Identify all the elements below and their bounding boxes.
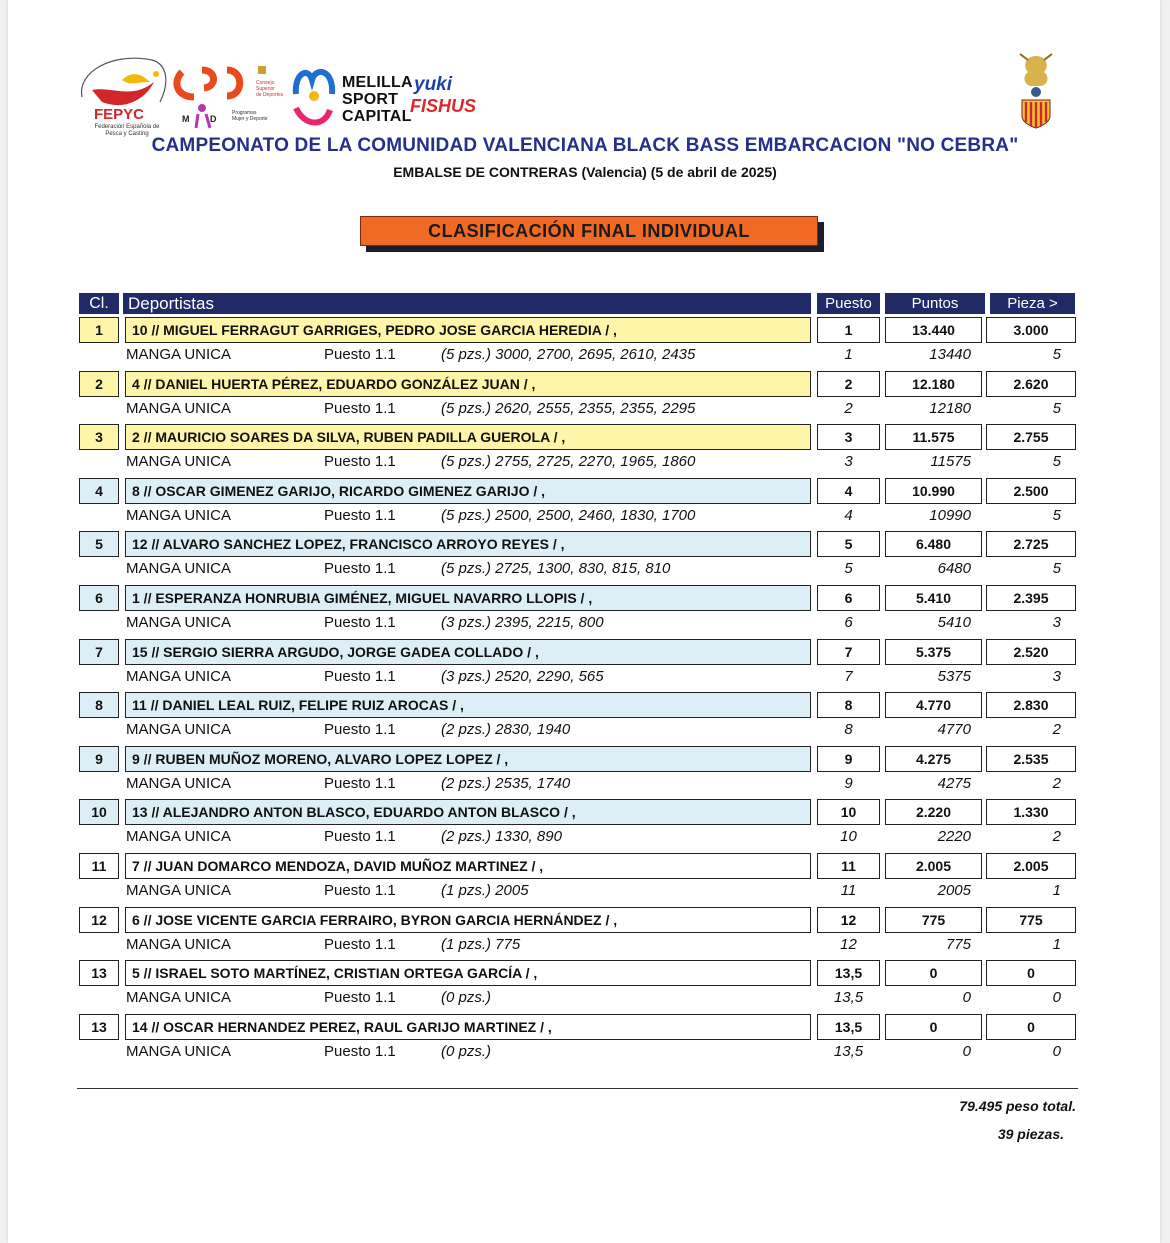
manga-puesto: Puesto 1.1 [324, 936, 396, 953]
puntos-cell: 4.770 [885, 692, 982, 718]
classification-banner: CLASIFICACIÓN FINAL INDIVIDUAL [360, 216, 818, 246]
sub-puesto: 9 [844, 775, 853, 792]
puesto-cell: 7 [817, 639, 880, 665]
puntos-cell: 0 [885, 1014, 982, 1040]
rank-cell: 13 [79, 1014, 119, 1040]
fepyc-name: FEPYC [94, 106, 145, 123]
svg-text:Superior: Superior [256, 86, 275, 92]
sub-piezas: 0 [1052, 989, 1061, 1006]
manga-label: MANGA UNICA [126, 507, 232, 524]
catch-detail: (5 pzs.) 2500, 2500, 2460, 1830, 1700 [441, 507, 696, 524]
catch-detail: (1 pzs.) 775 [441, 936, 521, 953]
puntos-cell: 6.480 [885, 531, 982, 557]
manga-label: MANGA UNICA [126, 989, 232, 1006]
sub-puntos: 10990 [929, 507, 971, 524]
sub-piezas: 5 [1052, 346, 1061, 363]
catch-detail: (1 pzs.) 2005 [441, 882, 529, 899]
team-cell: 14 // OSCAR HERNANDEZ PEREZ, RAUL GARIJO MARTINEZ / , [125, 1014, 811, 1040]
svg-text:Mujer y Deporte: Mujer y Deporte [232, 116, 268, 122]
manga-label: MANGA UNICA [126, 882, 232, 899]
sub-puntos: 2005 [937, 882, 971, 899]
pieza-cell: 2.755 [986, 424, 1076, 450]
manga-puesto: Puesto 1.1 [324, 721, 396, 738]
sub-piezas: 5 [1052, 400, 1061, 417]
manga-label: MANGA UNICA [126, 346, 232, 363]
sub-puesto: 13,5 [833, 989, 864, 1006]
sub-puesto: 12 [840, 936, 857, 953]
sub-puntos: 12180 [929, 400, 971, 417]
team-cell: 8 // OSCAR GIMENEZ GARIJO, RICARDO GIMENEZ GARIJO / , [125, 478, 811, 504]
pieza-cell: 0 [986, 1014, 1076, 1040]
pieza-cell: 2.535 [986, 746, 1076, 772]
sub-piezas: 1 [1052, 936, 1061, 953]
manga-puesto: Puesto 1.1 [324, 453, 396, 470]
manga-label: MANGA UNICA [126, 936, 232, 953]
puntos-cell: 13.440 [885, 317, 982, 343]
sub-puntos: 0 [962, 1043, 971, 1060]
header-puntos: Puntos [885, 293, 985, 314]
sub-puntos: 775 [945, 936, 971, 953]
catch-detail: (2 pzs.) 1330, 890 [441, 828, 562, 845]
pieza-cell: 1.330 [986, 799, 1076, 825]
team-cell: 13 // ALEJANDRO ANTON BLASCO, EDUARDO ANTON BLASCO / , [125, 799, 811, 825]
catch-detail: (2 pzs.) 2535, 1740 [441, 775, 571, 792]
capital-word: CAPITAL [342, 108, 412, 125]
sub-piezas: 2 [1052, 775, 1061, 792]
sub-piezas: 5 [1052, 560, 1061, 577]
total-pieces: 39 piezas. [997, 1126, 1064, 1142]
manga-label: MANGA UNICA [126, 453, 232, 470]
puntos-cell: 2.005 [885, 853, 982, 879]
manga-puesto: Puesto 1.1 [324, 668, 396, 685]
rank-cell: 10 [79, 799, 119, 825]
catch-detail: (3 pzs.) 2395, 2215, 800 [441, 614, 604, 631]
manga-puesto: Puesto 1.1 [324, 775, 396, 792]
puesto-cell: 4 [817, 478, 880, 504]
sub-puesto: 3 [844, 453, 853, 470]
team-cell: 15 // SERGIO SIERRA ARGUDO, JORGE GADEA COLLADO / , [125, 639, 811, 665]
pieza-cell: 2.830 [986, 692, 1076, 718]
rank-cell: 8 [79, 692, 119, 718]
catch-detail: (0 pzs.) [441, 989, 492, 1006]
championship-title: CAMPEONATO DE LA COMUNIDAD VALENCIANA BLACK BASS EMBARCACION "NO CEBRA" [151, 135, 1019, 156]
manga-puesto: Puesto 1.1 [324, 828, 396, 845]
catch-detail: (3 pzs.) 2520, 2290, 565 [441, 668, 604, 685]
manga-puesto: Puesto 1.1 [324, 400, 396, 417]
puesto-cell: 9 [817, 746, 880, 772]
sub-puesto: 8 [844, 721, 853, 738]
puntos-cell: 12.180 [885, 371, 982, 397]
sub-puesto: 5 [844, 560, 853, 577]
team-cell: 4 // DANIEL HUERTA PÉREZ, EDUARDO GONZÁLEZ JUAN / , [125, 371, 811, 397]
manga-label: MANGA UNICA [126, 614, 232, 631]
header-deportistas: Deportistas [123, 293, 811, 314]
sub-puesto: 10 [840, 828, 857, 845]
header-pieza: Pieza > [990, 293, 1075, 314]
rank-cell: 5 [79, 531, 119, 557]
sub-puntos: 2220 [937, 828, 971, 845]
puntos-cell: 0 [885, 960, 982, 986]
rank-cell: 7 [79, 639, 119, 665]
divider-line [77, 1088, 1078, 1089]
manga-label: MANGA UNICA [126, 721, 232, 738]
manga-label: MANGA UNICA [126, 775, 232, 792]
puesto-cell: 10 [817, 799, 880, 825]
puntos-cell: 11.575 [885, 424, 982, 450]
manga-label: MANGA UNICA [126, 828, 232, 845]
sub-puntos: 5375 [937, 668, 971, 685]
sub-puntos: 13440 [929, 346, 971, 363]
sub-puesto: 7 [844, 668, 853, 685]
manga-label: MANGA UNICA [126, 1043, 232, 1060]
sub-puntos: 4770 [937, 721, 971, 738]
sub-piezas: 1 [1052, 882, 1061, 899]
melilla-sport-capital-logo [290, 64, 413, 132]
catch-detail: (0 pzs.) [441, 1043, 492, 1060]
catch-detail: (2 pzs.) 2830, 1940 [441, 721, 571, 738]
rank-cell: 2 [79, 371, 119, 397]
team-cell: 12 // ALVARO SANCHEZ LOPEZ, FRANCISCO ARROYO REYES / , [125, 531, 811, 557]
puesto-cell: 13,5 [817, 960, 880, 986]
puesto-cell: 11 [817, 853, 880, 879]
svg-text:M: M [182, 114, 190, 124]
puesto-cell: 13,5 [817, 1014, 880, 1040]
team-cell: 2 // MAURICIO SOARES DA SILVA, RUBEN PADILLA GUEROLA / , [125, 424, 811, 450]
pieza-cell: 2.520 [986, 639, 1076, 665]
rank-cell: 3 [79, 424, 119, 450]
sub-piezas: 5 [1052, 453, 1061, 470]
rank-cell: 11 [79, 853, 119, 879]
sub-piezas: 2 [1052, 828, 1061, 845]
rank-cell: 6 [79, 585, 119, 611]
team-cell: 5 // ISRAEL SOTO MARTÍNEZ, CRISTIAN ORTEGA GARCÍA / , [125, 960, 811, 986]
manga-puesto: Puesto 1.1 [324, 560, 396, 577]
sub-piezas: 3 [1052, 614, 1061, 631]
puesto-cell: 5 [817, 531, 880, 557]
puesto-cell: 6 [817, 585, 880, 611]
manga-puesto: Puesto 1.1 [324, 614, 396, 631]
team-cell: 6 // JOSE VICENTE GARCIA FERRAIRO, BYRON GARCIA HERNÁNDEZ / , [125, 907, 811, 933]
header-cl: Cl. [79, 293, 119, 314]
fepyc-logo [72, 52, 172, 142]
manga-puesto: Puesto 1.1 [324, 346, 396, 363]
header-puesto: Puesto [817, 293, 880, 314]
puntos-cell: 2.220 [885, 799, 982, 825]
puntos-cell: 775 [885, 907, 982, 933]
pieza-cell: 3.000 [986, 317, 1076, 343]
sub-puesto: 11 [840, 882, 857, 899]
sub-piezas: 3 [1052, 668, 1061, 685]
manga-label: MANGA UNICA [126, 560, 232, 577]
csd-ministry-logo [172, 62, 292, 132]
puntos-cell: 5.375 [885, 639, 982, 665]
melilla-word: MELILLA [342, 74, 413, 91]
total-weight: 79.495 peso total. [959, 1098, 1076, 1114]
sub-puntos: 6480 [937, 560, 971, 577]
pieza-cell: 2.395 [986, 585, 1076, 611]
svg-text:Programas: Programas [232, 110, 257, 116]
manga-puesto: Puesto 1.1 [324, 507, 396, 524]
puesto-cell: 1 [817, 317, 880, 343]
sport-word: SPORT [342, 91, 399, 108]
yuki-word: yuki [414, 74, 453, 95]
sub-puesto: 13,5 [833, 1043, 864, 1060]
sub-puntos: 11575 [930, 453, 971, 470]
team-cell: 10 // MIGUEL FERRAGUT GARRIGES, PEDRO JOSE GARCIA HEREDIA / , [125, 317, 811, 343]
team-cell: 11 // DANIEL LEAL RUIZ, FELIPE RUIZ AROCAS / , [125, 692, 811, 718]
rank-cell: 1 [79, 317, 119, 343]
puntos-cell: 4.275 [885, 746, 982, 772]
catch-detail: (5 pzs.) 2620, 2555, 2355, 2355, 2295 [441, 400, 696, 417]
pieza-cell: 2.725 [986, 531, 1076, 557]
rank-cell: 4 [79, 478, 119, 504]
puntos-cell: 5.410 [885, 585, 982, 611]
sub-puesto: 4 [844, 507, 853, 524]
puesto-cell: 8 [817, 692, 880, 718]
team-cell: 7 // JUAN DOMARCO MENDOZA, DAVID MUÑOZ MARTINEZ / , [125, 853, 811, 879]
team-cell: 1 // ESPERANZA HONRUBIA GIMÉNEZ, MIGUEL NAVARRO LLOPIS / , [125, 585, 811, 611]
valencia-crest-logo [1012, 52, 1060, 130]
puesto-cell: 12 [817, 907, 880, 933]
sub-puntos: 4275 [937, 775, 971, 792]
catch-detail: (5 pzs.) 2725, 1300, 830, 815, 810 [441, 560, 671, 577]
pieza-cell: 2.005 [986, 853, 1076, 879]
sub-piezas: 0 [1052, 1043, 1061, 1060]
sub-puesto: 1 [844, 346, 853, 363]
rank-cell: 12 [79, 907, 119, 933]
puesto-cell: 3 [817, 424, 880, 450]
venue-date-subtitle: EMBALSE DE CONTRERAS (Valencia) (5 de abril de 2025) [393, 164, 777, 180]
sub-puntos: 5410 [937, 614, 971, 631]
sub-puesto: 2 [844, 400, 853, 417]
puntos-cell: 10.990 [885, 478, 982, 504]
manga-label: MANGA UNICA [126, 668, 232, 685]
team-cell: 9 // RUBEN MUÑOZ MORENO, ALVARO LOPEZ LOPEZ / , [125, 746, 811, 772]
rank-cell: 9 [79, 746, 119, 772]
svg-text:de Deportes: de Deportes [256, 92, 284, 98]
sub-puesto: 6 [844, 614, 853, 631]
puesto-cell: 2 [817, 371, 880, 397]
manga-puesto: Puesto 1.1 [324, 1043, 396, 1060]
manga-puesto: Puesto 1.1 [324, 882, 396, 899]
manga-puesto: Puesto 1.1 [324, 989, 396, 1006]
svg-text:D: D [210, 114, 217, 124]
fepyc-subtitle: Federación Española de Pesca y Casting [94, 124, 160, 137]
sub-piezas: 5 [1052, 507, 1061, 524]
manga-label: MANGA UNICA [126, 400, 232, 417]
sub-puntos: 0 [962, 989, 971, 1006]
fishus-word: FISHUS [410, 96, 477, 116]
catch-detail: (5 pzs.) 3000, 2700, 2695, 2610, 2435 [441, 346, 696, 363]
rank-cell: 13 [79, 960, 119, 986]
catch-detail: (5 pzs.) 2755, 2725, 2270, 1965, 1860 [441, 453, 696, 470]
sub-piezas: 2 [1052, 721, 1061, 738]
pieza-cell: 775 [986, 907, 1076, 933]
pieza-cell: 2.500 [986, 478, 1076, 504]
pieza-cell: 0 [986, 960, 1076, 986]
svg-text:Consejo: Consejo [256, 80, 275, 86]
yuki-fishus-logo [410, 72, 500, 118]
pieza-cell: 2.620 [986, 371, 1076, 397]
